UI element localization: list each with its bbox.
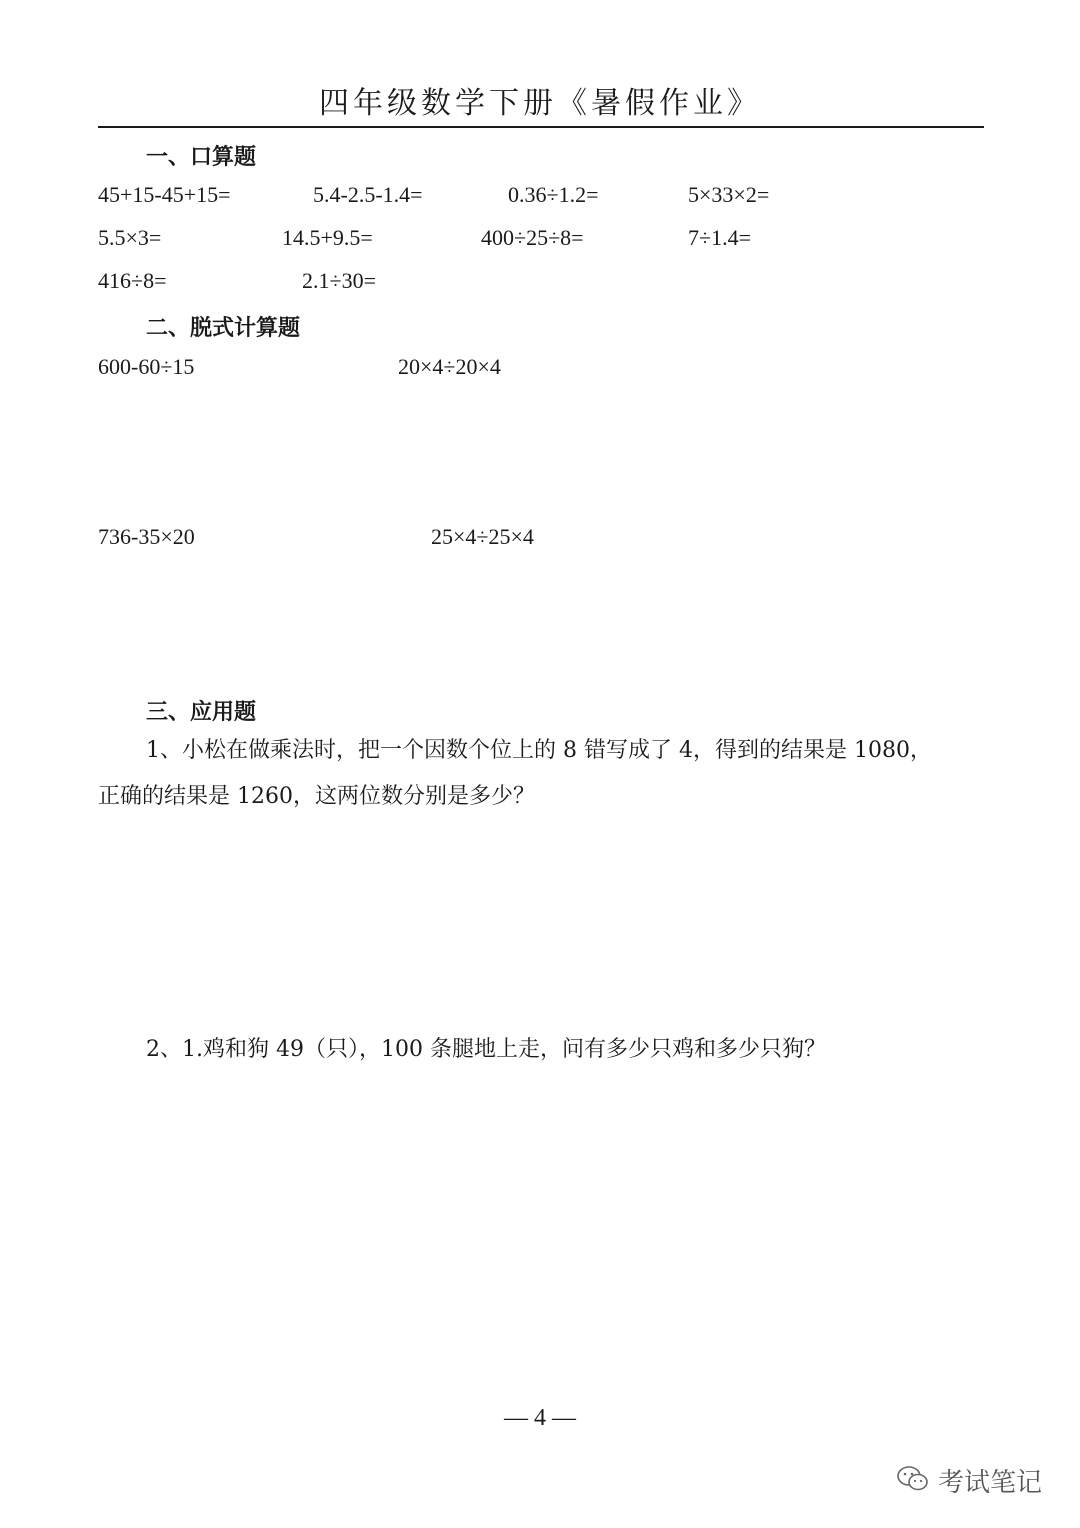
oral-problem: 2.1÷30= xyxy=(302,268,376,293)
oral-problem: 7÷1.4= xyxy=(688,225,751,250)
watermark xyxy=(896,1462,1042,1499)
oral-problem: 45+15-45+15= xyxy=(98,182,231,207)
calc-problem: 20×4÷20×4 xyxy=(398,354,501,379)
oral-problem: 14.5+9.5= xyxy=(282,225,373,250)
page-number: — 4 — xyxy=(504,1405,576,1431)
section1-heading: 一、口算题 xyxy=(146,145,257,170)
oral-problem: 5×33×2= xyxy=(688,182,770,207)
watermark-text: 考试笔记 xyxy=(937,1468,1042,1498)
oral-problem: 416÷8= xyxy=(98,268,167,293)
oral-problem: 0.36÷1.2= xyxy=(508,182,599,207)
section2-heading: 二、脱式计算题 xyxy=(146,316,301,341)
calc-problem: 600-60÷15 xyxy=(98,354,195,379)
oral-problem: 5.5×3= xyxy=(98,225,162,250)
oral-problem: 5.4-2.5-1.4= xyxy=(313,182,423,207)
section3-heading: 三、应用题 xyxy=(146,700,257,725)
wechat-icon xyxy=(896,1464,930,1498)
calc-problem: 736-35×20 xyxy=(98,524,195,549)
title-underline xyxy=(98,126,984,128)
oral-problem: 400÷25÷8= xyxy=(481,225,584,250)
word-problem-1-line1: 1、小松在做乘法时，把一个因数个位上的 8 错写成了 4，得到的结果是 1080， xyxy=(146,738,932,763)
page-title: 四年级数学下册《暑假作业》 xyxy=(319,86,761,121)
word-problem-1-line2: 正确的结果是 1260，这两位数分别是多少？ xyxy=(98,784,535,809)
calc-problem: 25×4÷25×4 xyxy=(431,524,534,549)
word-problem-2: 2、1.鸡和狗 49（只），100 条腿地上走，问有多少只鸡和多少只狗？ xyxy=(146,1037,826,1062)
